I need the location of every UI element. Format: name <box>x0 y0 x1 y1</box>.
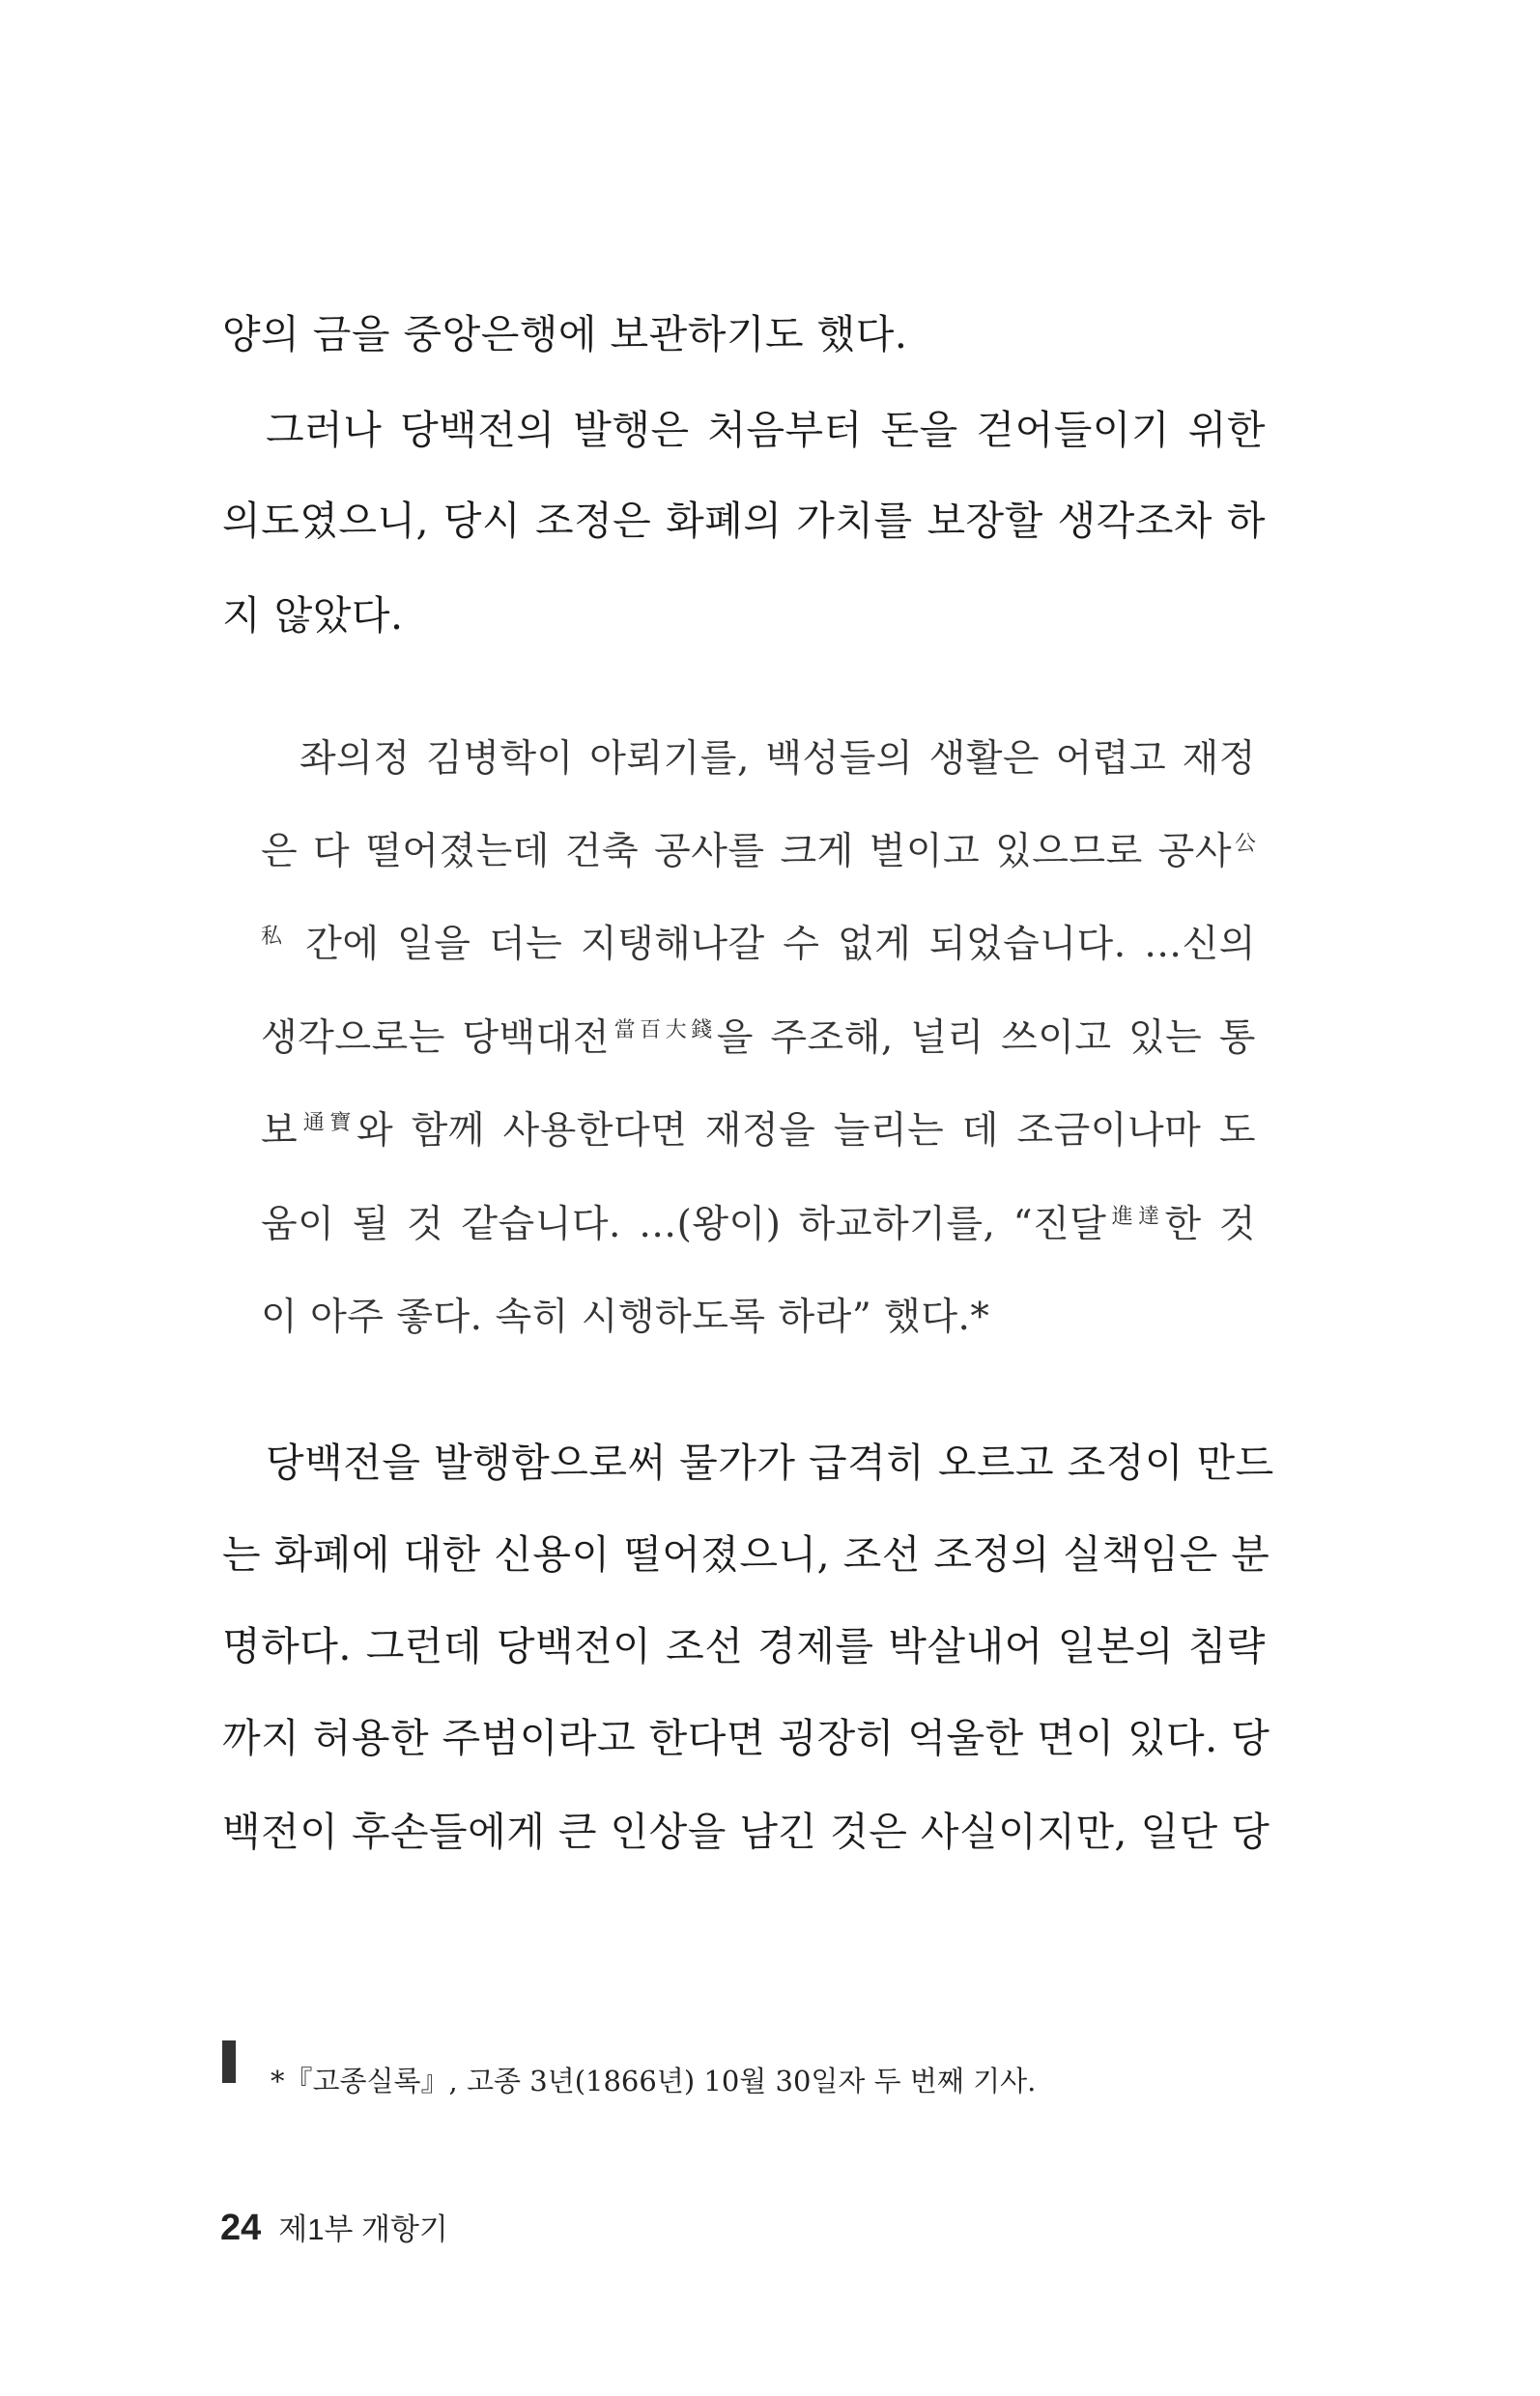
quote-line: 보$^{通寶}$와 함께 사용한다면 재정을 늘리는 데 조금이나마 도 <box>261 1109 1256 1153</box>
quote-line: 은 다 떨어졌는데 건축 공사를 크게 벌이고 있으므로 공사$^公$ <box>261 830 1256 873</box>
hanja-annotation: 私 <box>261 925 288 949</box>
footnote: *『고종실록』, 고종 3년(1866년) 10월 30일자 두 번째 기사. <box>271 2065 1037 2097</box>
body-line: 양의 금을 중앙은행에 보관하기도 했다. <box>222 311 908 357</box>
running-section-title: 제1부 개항기 <box>278 2212 448 2246</box>
hanja-annotation: 通寶 <box>298 1111 356 1135</box>
hanja-annotation: 當百大錢 <box>610 1018 717 1042</box>
quote-line: 이 아주 좋다. 속히 시행하도록 하라” 했다.* <box>261 1296 990 1339</box>
footnote-marker-bar <box>222 2040 236 2083</box>
body-line: 백전이 후손들에게 큰 인상을 남긴 것은 사실이지만, 일단 당 <box>222 1809 1270 1855</box>
body-line: 그러나 당백전의 발행은 처음부터 돈을 걷어들이기 위한 <box>266 407 1266 453</box>
body-line: 지 않았다. <box>222 592 404 639</box>
hanja-annotation: 進達 <box>1106 1205 1165 1229</box>
page-footer <box>220 2205 448 2249</box>
body-line: 명하다. 그런데 당백전이 조선 경제를 박살내어 일본의 침략 <box>222 1623 1266 1669</box>
body-line: 의도였으니, 당시 조정은 화폐의 가치를 보장할 생각조차 하 <box>222 498 1266 544</box>
quote-line: 생각으로는 당백대전$^{當百大錢}$을 주조해, 널리 쓰이고 있는 통 <box>261 1016 1256 1060</box>
page-number: 24 <box>220 2208 262 2248</box>
quote-line: 좌의정 김병학이 아뢰기를, 백성들의 생활은 어렵고 재정 <box>299 737 1256 781</box>
quote-line: $^私$ 간에 일을 더는 지탱해나갈 수 없게 되었습니다. …신의 <box>261 923 1256 966</box>
body-line: 까지 허용한 주범이라고 한다면 굉장히 억울한 면이 있다. 당 <box>222 1715 1270 1761</box>
body-line: 는 화폐에 대한 신용이 떨어졌으니, 조선 조정의 실책임은 분 <box>222 1531 1270 1578</box>
body-line: 당백전을 발행함으로써 물가가 급격히 오르고 조정이 만드 <box>266 1440 1274 1486</box>
quote-line: 움이 될 것 같습니다. …(왕이) 하교하기를, “진달$^{進達}$한 것 <box>261 1203 1256 1246</box>
hanja-annotation: 公 <box>1232 832 1256 856</box>
